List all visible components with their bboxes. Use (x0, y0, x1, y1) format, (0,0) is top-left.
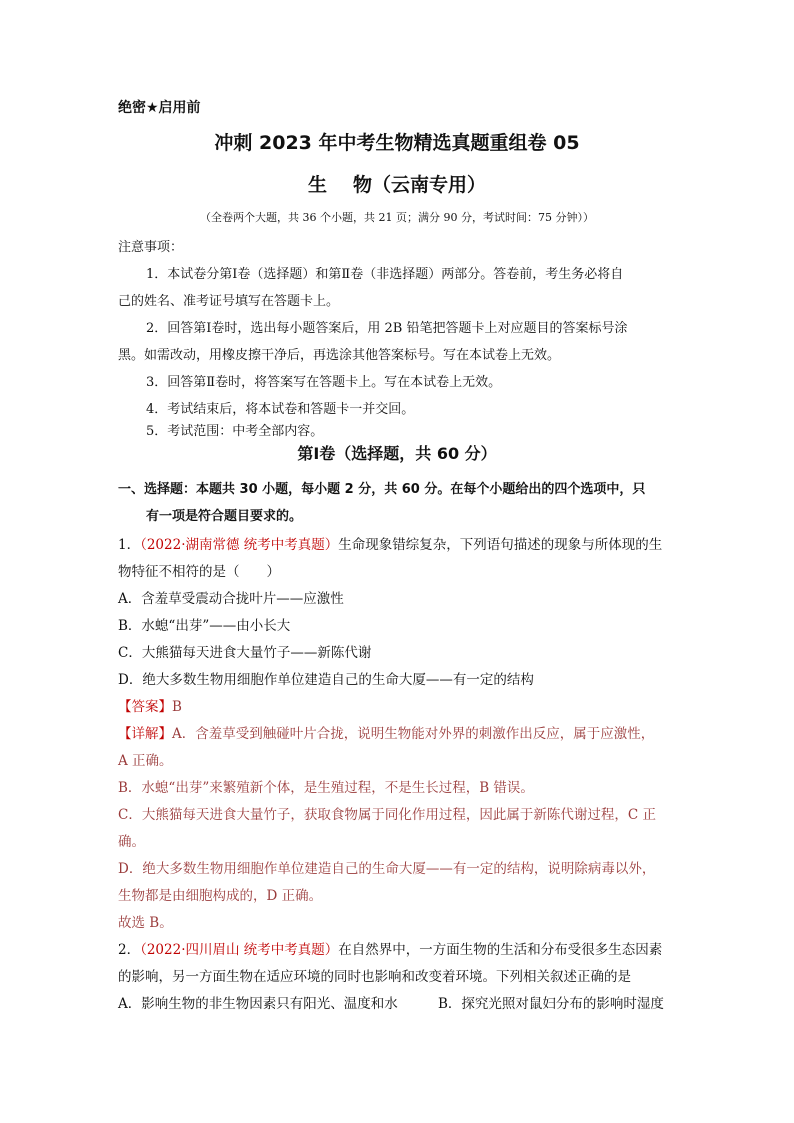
notes-item: 2．回答第Ⅰ卷时，选出每小题答案后，用 2B 铅笔把答题卡上对应题目的答案标号涂 (146, 321, 628, 336)
section-instruction-cont: 有一项是符合题目要求的。 (146, 509, 303, 524)
question-source: （2022·四川眉山 统考中考真题） (140, 942, 339, 958)
explanation-line (118, 724, 654, 744)
question-1-stem-cont: 物特征不相符的是（ ） (118, 564, 280, 580)
option-c: C．大熊猫每天进食大量竹子——新陈代谢 (118, 645, 372, 661)
paper-title: 冲刺 2023 年中考生物精选真题重组卷 05 (214, 132, 580, 154)
question-source: （2022·湖南常德 统考中考真题） (140, 537, 339, 553)
notes-item: 5．考试范围：中考全部内容。 (146, 424, 324, 439)
question-number: 1． (118, 537, 141, 553)
exam-info: （全卷两个大题，共 36 个小题，共 21 页；满分 90 分，考试时间：75 分钟）） (200, 211, 594, 224)
explanation-text: D．绝大多数生物用细胞作单位建造自己的生命大厦——有一定的结构，说明除病毒以外， (118, 861, 656, 877)
answer-tag: 【答案】 (118, 699, 172, 715)
question-1-stem (118, 535, 662, 555)
subtitle-part-b: 物（云南专用） (353, 174, 487, 196)
option-b: B．水螅“出芽”——由小长大 (118, 618, 291, 634)
notes-item: 4．考试结束后，将本试卷和答题卡一并交回。 (146, 402, 415, 417)
notes-item: 1．本试卷分第Ⅰ卷（选择题）和第Ⅱ卷（非选择题）两部分。答卷前，考生务必将自 (146, 267, 624, 282)
option-a: A．含羞草受震动合拢叶片——应激性 (118, 591, 344, 607)
notes-item: 3．回答第Ⅱ卷时，将答案写在答题卡上。写在本试卷上无效。 (146, 375, 502, 390)
option-b: B．探究光照对鼠妇分布的影响时湿度 (438, 996, 664, 1012)
section-instruction: 一、选择题：本题共 30 小题，每小题 2 分，共 60 分。在每个小题给出的四个选项中，只 (118, 482, 646, 497)
explanation-text: A 正确。 (118, 753, 173, 769)
explanation-text: C．大熊猫每天进食大量竹子，获取食物属于同化作用过程，因此属于新陈代谢过程，C 正 (118, 807, 656, 823)
notes-item: 黑。如需改动，用橡皮擦干净后，再选涂其他答案标号。写在本试卷上无效。 (118, 348, 561, 363)
notes-heading: 注意事项： (118, 240, 184, 255)
notes-item: 己的姓名、准考证号填写在答题卡上。 (118, 294, 340, 309)
subtitle-part-a: 生 (307, 174, 327, 196)
option-a: A．影响生物的非生物因素只有阳光、温度和水 (118, 996, 398, 1012)
paper-subtitle (0, 172, 794, 198)
question-number: 2． (118, 942, 141, 958)
explanation-text: 生物都是由细胞构成的，D 正确。 (118, 888, 323, 904)
question-text: 在自然界中，一方面生物的生活和分布受很多生态因素 (338, 942, 663, 958)
explanation-text: B．水螅“出芽”来繁殖新个体，是生殖过程，不是生长过程，B 错误。 (118, 780, 534, 796)
conclusion: 故选 B。 (118, 915, 173, 931)
option-d: D．绝大多数生物用细胞作单位建造自己的生命大厦——有一定的结构 (118, 672, 534, 688)
section-title: 第Ⅰ卷（选择题，共 60 分） (297, 444, 497, 463)
answer-value: B (172, 699, 182, 715)
question-2-stem-cont: 的影响，另一方面生物在适应环境的同时也影响和改变着环境。下列相关叙述正确的是 (118, 969, 631, 985)
answer-line (118, 697, 182, 717)
question-2-stem (118, 940, 662, 960)
question-text: 生命现象错综复杂，下列语句描述的现象与所体现的生 (338, 537, 663, 553)
explanation-text: 确。 (118, 834, 145, 850)
confidential-mark: 绝密★启用前 (118, 100, 201, 116)
explanation-tag: 【详解】 (118, 726, 172, 742)
explanation-text: A．含羞草受到触碰叶片合拢，说明生物能对外界的刺激作出反应，属于应激性， (172, 726, 655, 742)
